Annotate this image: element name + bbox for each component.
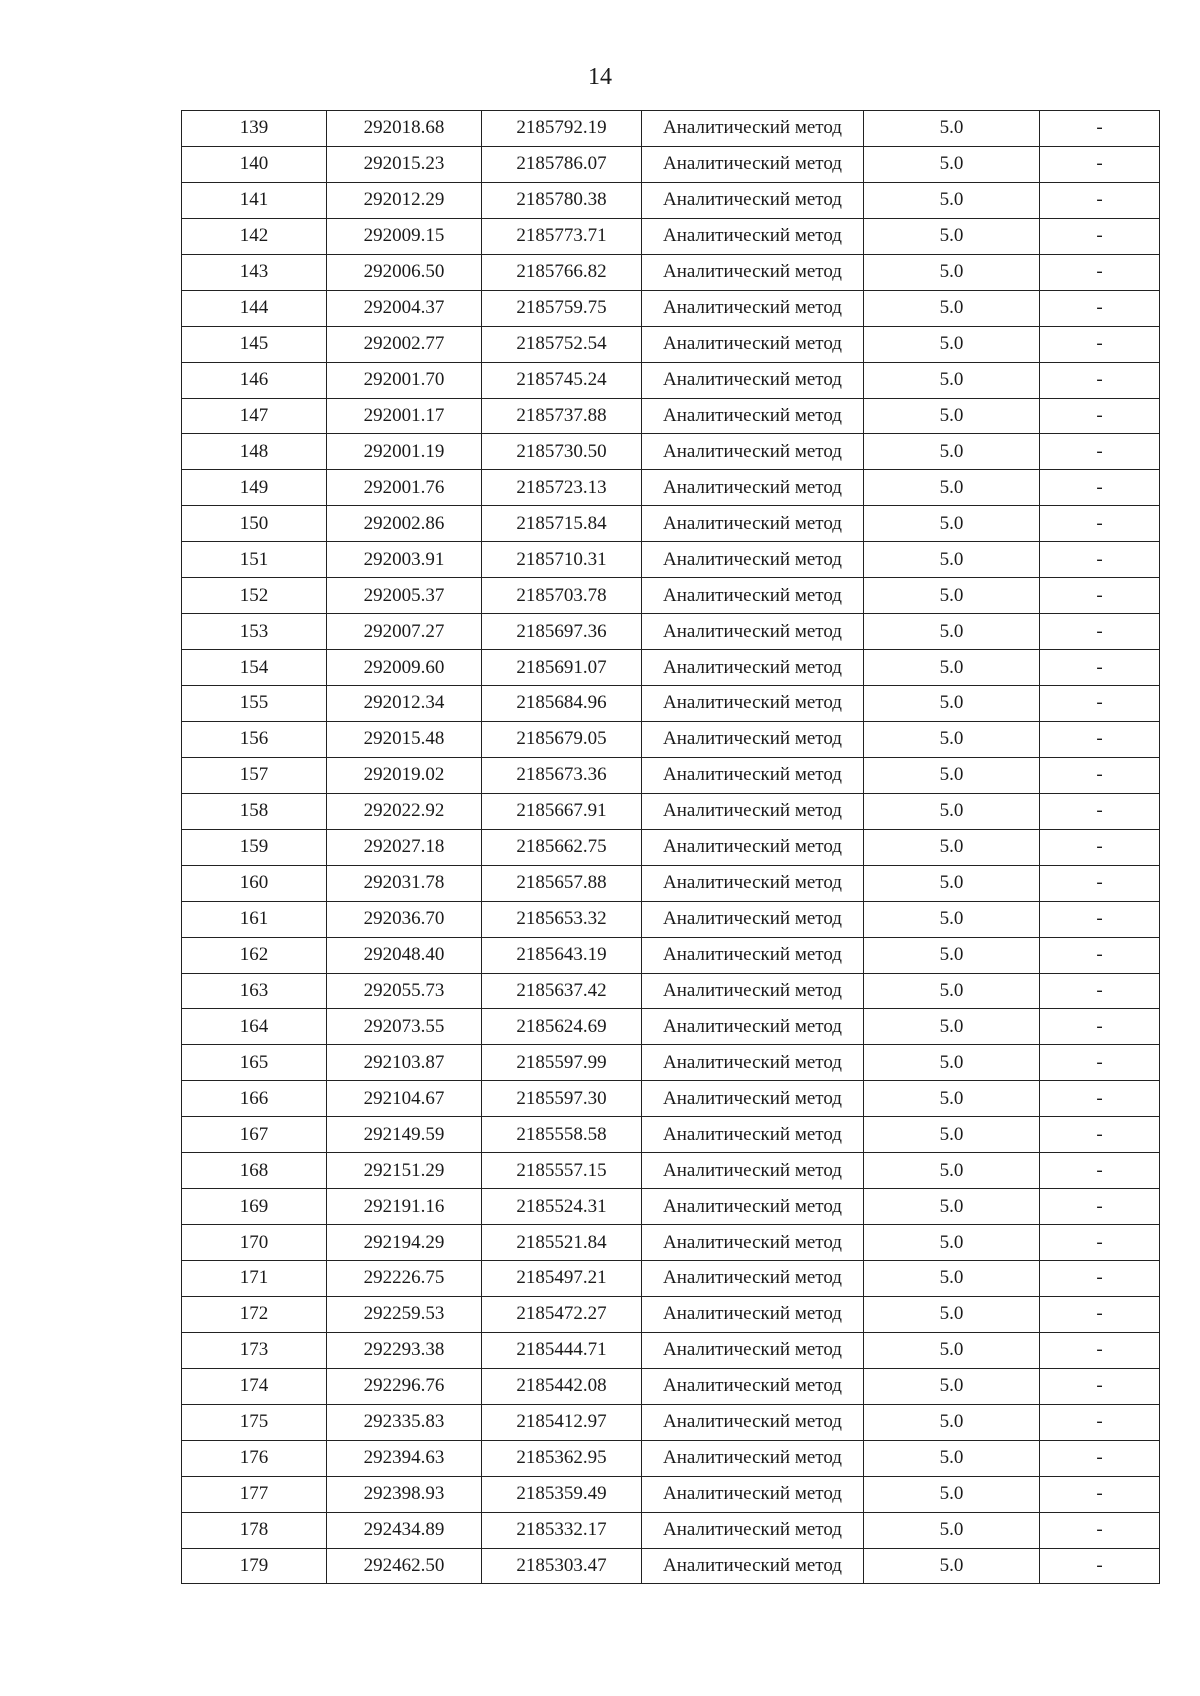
coordinates-table [181, 110, 1160, 1584]
accuracy-cell: 5.0 [864, 1512, 1040, 1548]
accuracy-cell: 5.0 [864, 865, 1040, 901]
accuracy-cell: 5.0 [864, 362, 1040, 398]
note-cell: - [1040, 542, 1160, 578]
table-row [182, 578, 1160, 614]
accuracy-cell: 5.0 [864, 146, 1040, 182]
y-coordinate-cell: 2185786.07 [482, 146, 642, 182]
x-coordinate-cell: 292151.29 [327, 1153, 482, 1189]
point-number-cell: 143 [182, 254, 327, 290]
accuracy-cell: 5.0 [864, 182, 1040, 218]
x-coordinate-cell: 292259.53 [327, 1296, 482, 1332]
method-cell: Аналитический метод [642, 470, 864, 506]
table-row [182, 111, 1160, 147]
note-cell: - [1040, 182, 1160, 218]
x-coordinate-cell: 292001.17 [327, 398, 482, 434]
note-cell: - [1040, 290, 1160, 326]
table-row [182, 1261, 1160, 1297]
table-row [182, 865, 1160, 901]
table-row [182, 1189, 1160, 1225]
table-row [182, 757, 1160, 793]
note-cell: - [1040, 901, 1160, 937]
method-cell: Аналитический метод [642, 218, 864, 254]
method-cell: Аналитический метод [642, 362, 864, 398]
point-number-cell: 168 [182, 1153, 327, 1189]
note-cell: - [1040, 829, 1160, 865]
accuracy-cell: 5.0 [864, 506, 1040, 542]
accuracy-cell: 5.0 [864, 218, 1040, 254]
table-row [182, 1440, 1160, 1476]
point-number-cell: 179 [182, 1548, 327, 1584]
method-cell: Аналитический метод [642, 1189, 864, 1225]
accuracy-cell: 5.0 [864, 1153, 1040, 1189]
accuracy-cell: 5.0 [864, 1548, 1040, 1584]
y-coordinate-cell: 2185657.88 [482, 865, 642, 901]
method-cell: Аналитический метод [642, 1476, 864, 1512]
method-cell: Аналитический метод [642, 1045, 864, 1081]
accuracy-cell: 5.0 [864, 1045, 1040, 1081]
x-coordinate-cell: 292103.87 [327, 1045, 482, 1081]
table-row [182, 1368, 1160, 1404]
table-row [182, 614, 1160, 650]
point-number-cell: 172 [182, 1296, 327, 1332]
point-number-cell: 174 [182, 1368, 327, 1404]
note-cell: - [1040, 721, 1160, 757]
accuracy-cell: 5.0 [864, 434, 1040, 470]
method-cell: Аналитический метод [642, 757, 864, 793]
x-coordinate-cell: 292462.50 [327, 1548, 482, 1584]
x-coordinate-cell: 292006.50 [327, 254, 482, 290]
x-coordinate-cell: 292005.37 [327, 578, 482, 614]
point-number-cell: 166 [182, 1081, 327, 1117]
method-cell: Аналитический метод [642, 614, 864, 650]
table-row [182, 1332, 1160, 1368]
y-coordinate-cell: 2185684.96 [482, 686, 642, 722]
method-cell: Аналитический метод [642, 398, 864, 434]
table-row [182, 506, 1160, 542]
y-coordinate-cell: 2185691.07 [482, 650, 642, 686]
table-row [182, 901, 1160, 937]
note-cell: - [1040, 1189, 1160, 1225]
point-number-cell: 173 [182, 1332, 327, 1368]
table-row [182, 1296, 1160, 1332]
point-number-cell: 146 [182, 362, 327, 398]
point-number-cell: 160 [182, 865, 327, 901]
x-coordinate-cell: 292149.59 [327, 1117, 482, 1153]
x-coordinate-cell: 292191.16 [327, 1189, 482, 1225]
x-coordinate-cell: 292031.78 [327, 865, 482, 901]
x-coordinate-cell: 292104.67 [327, 1081, 482, 1117]
point-number-cell: 144 [182, 290, 327, 326]
method-cell: Аналитический метод [642, 506, 864, 542]
method-cell: Аналитический метод [642, 1009, 864, 1045]
y-coordinate-cell: 2185679.05 [482, 721, 642, 757]
note-cell: - [1040, 1045, 1160, 1081]
note-cell: - [1040, 1296, 1160, 1332]
accuracy-cell: 5.0 [864, 1189, 1040, 1225]
method-cell: Аналитический метод [642, 973, 864, 1009]
x-coordinate-cell: 292226.75 [327, 1261, 482, 1297]
note-cell: - [1040, 398, 1160, 434]
accuracy-cell: 5.0 [864, 1296, 1040, 1332]
point-number-cell: 153 [182, 614, 327, 650]
table-row [182, 793, 1160, 829]
table-row [182, 218, 1160, 254]
method-cell: Аналитический метод [642, 686, 864, 722]
x-coordinate-cell: 292003.91 [327, 542, 482, 578]
table-row [182, 470, 1160, 506]
y-coordinate-cell: 2185521.84 [482, 1225, 642, 1261]
note-cell: - [1040, 111, 1160, 147]
accuracy-cell: 5.0 [864, 290, 1040, 326]
y-coordinate-cell: 2185412.97 [482, 1404, 642, 1440]
method-cell: Аналитический метод [642, 1261, 864, 1297]
point-number-cell: 157 [182, 757, 327, 793]
accuracy-cell: 5.0 [864, 1117, 1040, 1153]
accuracy-cell: 5.0 [864, 973, 1040, 1009]
note-cell: - [1040, 973, 1160, 1009]
accuracy-cell: 5.0 [864, 650, 1040, 686]
note-cell: - [1040, 326, 1160, 362]
table-row [182, 721, 1160, 757]
accuracy-cell: 5.0 [864, 686, 1040, 722]
table-row [182, 290, 1160, 326]
y-coordinate-cell: 2185444.71 [482, 1332, 642, 1368]
x-coordinate-cell: 292194.29 [327, 1225, 482, 1261]
x-coordinate-cell: 292022.92 [327, 793, 482, 829]
point-number-cell: 171 [182, 1261, 327, 1297]
point-number-cell: 170 [182, 1225, 327, 1261]
point-number-cell: 142 [182, 218, 327, 254]
table-row [182, 973, 1160, 1009]
x-coordinate-cell: 292296.76 [327, 1368, 482, 1404]
accuracy-cell: 5.0 [864, 1476, 1040, 1512]
x-coordinate-cell: 292001.19 [327, 434, 482, 470]
point-number-cell: 167 [182, 1117, 327, 1153]
note-cell: - [1040, 1512, 1160, 1548]
x-coordinate-cell: 292007.27 [327, 614, 482, 650]
table-row [182, 398, 1160, 434]
y-coordinate-cell: 2185472.27 [482, 1296, 642, 1332]
x-coordinate-cell: 292009.15 [327, 218, 482, 254]
table-row [182, 1045, 1160, 1081]
note-cell: - [1040, 362, 1160, 398]
table-row [182, 937, 1160, 973]
method-cell: Аналитический метод [642, 1512, 864, 1548]
table-row [182, 1081, 1160, 1117]
note-cell: - [1040, 506, 1160, 542]
table-row [182, 146, 1160, 182]
table-row [182, 1117, 1160, 1153]
note-cell: - [1040, 1404, 1160, 1440]
table-row [182, 1153, 1160, 1189]
note-cell: - [1040, 1440, 1160, 1476]
y-coordinate-cell: 2185745.24 [482, 362, 642, 398]
y-coordinate-cell: 2185773.71 [482, 218, 642, 254]
accuracy-cell: 5.0 [864, 793, 1040, 829]
y-coordinate-cell: 2185359.49 [482, 1476, 642, 1512]
method-cell: Аналитический метод [642, 1081, 864, 1117]
x-coordinate-cell: 292055.73 [327, 973, 482, 1009]
accuracy-cell: 5.0 [864, 326, 1040, 362]
y-coordinate-cell: 2185673.36 [482, 757, 642, 793]
x-coordinate-cell: 292012.29 [327, 182, 482, 218]
table-row [182, 650, 1160, 686]
point-number-cell: 145 [182, 326, 327, 362]
point-number-cell: 152 [182, 578, 327, 614]
y-coordinate-cell: 2185759.75 [482, 290, 642, 326]
accuracy-cell: 5.0 [864, 1368, 1040, 1404]
y-coordinate-cell: 2185697.36 [482, 614, 642, 650]
accuracy-cell: 5.0 [864, 1332, 1040, 1368]
table-row [182, 182, 1160, 218]
accuracy-cell: 5.0 [864, 111, 1040, 147]
accuracy-cell: 5.0 [864, 1261, 1040, 1297]
note-cell: - [1040, 1081, 1160, 1117]
point-number-cell: 158 [182, 793, 327, 829]
table-row [182, 1404, 1160, 1440]
method-cell: Аналитический метод [642, 1440, 864, 1476]
y-coordinate-cell: 2185737.88 [482, 398, 642, 434]
y-coordinate-cell: 2185715.84 [482, 506, 642, 542]
x-coordinate-cell: 292004.37 [327, 290, 482, 326]
y-coordinate-cell: 2185643.19 [482, 937, 642, 973]
y-coordinate-cell: 2185723.13 [482, 470, 642, 506]
y-coordinate-cell: 2185442.08 [482, 1368, 642, 1404]
y-coordinate-cell: 2185710.31 [482, 542, 642, 578]
y-coordinate-cell: 2185524.31 [482, 1189, 642, 1225]
y-coordinate-cell: 2185780.38 [482, 182, 642, 218]
method-cell: Аналитический метод [642, 1296, 864, 1332]
table-row [182, 1476, 1160, 1512]
y-coordinate-cell: 2185730.50 [482, 434, 642, 470]
y-coordinate-cell: 2185792.19 [482, 111, 642, 147]
accuracy-cell: 5.0 [864, 470, 1040, 506]
method-cell: Аналитический метод [642, 865, 864, 901]
table-row [182, 434, 1160, 470]
note-cell: - [1040, 1368, 1160, 1404]
table-row [182, 542, 1160, 578]
x-coordinate-cell: 292293.38 [327, 1332, 482, 1368]
x-coordinate-cell: 292015.48 [327, 721, 482, 757]
note-cell: - [1040, 614, 1160, 650]
method-cell: Аналитический метод [642, 721, 864, 757]
method-cell: Аналитический метод [642, 434, 864, 470]
point-number-cell: 163 [182, 973, 327, 1009]
point-number-cell: 150 [182, 506, 327, 542]
accuracy-cell: 5.0 [864, 542, 1040, 578]
point-number-cell: 176 [182, 1440, 327, 1476]
x-coordinate-cell: 292015.23 [327, 146, 482, 182]
x-coordinate-cell: 292036.70 [327, 901, 482, 937]
x-coordinate-cell: 292002.77 [327, 326, 482, 362]
y-coordinate-cell: 2185557.15 [482, 1153, 642, 1189]
note-cell: - [1040, 650, 1160, 686]
method-cell: Аналитический метод [642, 1153, 864, 1189]
x-coordinate-cell: 292048.40 [327, 937, 482, 973]
method-cell: Аналитический метод [642, 1548, 864, 1584]
note-cell: - [1040, 937, 1160, 973]
note-cell: - [1040, 254, 1160, 290]
point-number-cell: 140 [182, 146, 327, 182]
method-cell: Аналитический метод [642, 254, 864, 290]
accuracy-cell: 5.0 [864, 614, 1040, 650]
x-coordinate-cell: 292018.68 [327, 111, 482, 147]
accuracy-cell: 5.0 [864, 398, 1040, 434]
x-coordinate-cell: 292073.55 [327, 1009, 482, 1045]
x-coordinate-cell: 292019.02 [327, 757, 482, 793]
point-number-cell: 162 [182, 937, 327, 973]
x-coordinate-cell: 292027.18 [327, 829, 482, 865]
table-row [182, 1512, 1160, 1548]
method-cell: Аналитический метод [642, 829, 864, 865]
table-row [182, 1009, 1160, 1045]
y-coordinate-cell: 2185653.32 [482, 901, 642, 937]
method-cell: Аналитический метод [642, 901, 864, 937]
x-coordinate-cell: 292001.70 [327, 362, 482, 398]
method-cell: Аналитический метод [642, 290, 864, 326]
method-cell: Аналитический метод [642, 650, 864, 686]
accuracy-cell: 5.0 [864, 757, 1040, 793]
y-coordinate-cell: 2185497.21 [482, 1261, 642, 1297]
y-coordinate-cell: 2185624.69 [482, 1009, 642, 1045]
point-number-cell: 151 [182, 542, 327, 578]
note-cell: - [1040, 1261, 1160, 1297]
note-cell: - [1040, 1332, 1160, 1368]
point-number-cell: 141 [182, 182, 327, 218]
y-coordinate-cell: 2185597.30 [482, 1081, 642, 1117]
y-coordinate-cell: 2185558.58 [482, 1117, 642, 1153]
method-cell: Аналитический метод [642, 182, 864, 218]
method-cell: Аналитический метод [642, 1404, 864, 1440]
point-number-cell: 139 [182, 111, 327, 147]
method-cell: Аналитический метод [642, 578, 864, 614]
accuracy-cell: 5.0 [864, 254, 1040, 290]
note-cell: - [1040, 218, 1160, 254]
accuracy-cell: 5.0 [864, 578, 1040, 614]
point-number-cell: 164 [182, 1009, 327, 1045]
note-cell: - [1040, 686, 1160, 722]
x-coordinate-cell: 292012.34 [327, 686, 482, 722]
y-coordinate-cell: 2185662.75 [482, 829, 642, 865]
method-cell: Аналитический метод [642, 1332, 864, 1368]
point-number-cell: 147 [182, 398, 327, 434]
note-cell: - [1040, 1548, 1160, 1584]
note-cell: - [1040, 865, 1160, 901]
point-number-cell: 154 [182, 650, 327, 686]
method-cell: Аналитический метод [642, 1368, 864, 1404]
method-cell: Аналитический метод [642, 542, 864, 578]
y-coordinate-cell: 2185703.78 [482, 578, 642, 614]
note-cell: - [1040, 793, 1160, 829]
method-cell: Аналитический метод [642, 793, 864, 829]
coordinates-table-body [182, 111, 1160, 1584]
note-cell: - [1040, 1117, 1160, 1153]
point-number-cell: 161 [182, 901, 327, 937]
y-coordinate-cell: 2185752.54 [482, 326, 642, 362]
table-row [182, 254, 1160, 290]
accuracy-cell: 5.0 [864, 1225, 1040, 1261]
note-cell: - [1040, 1225, 1160, 1261]
accuracy-cell: 5.0 [864, 829, 1040, 865]
note-cell: - [1040, 578, 1160, 614]
method-cell: Аналитический метод [642, 146, 864, 182]
x-coordinate-cell: 292009.60 [327, 650, 482, 686]
method-cell: Аналитический метод [642, 1117, 864, 1153]
point-number-cell: 165 [182, 1045, 327, 1081]
table-row [182, 829, 1160, 865]
page-number: 14 [588, 64, 612, 90]
table-row [182, 362, 1160, 398]
accuracy-cell: 5.0 [864, 1404, 1040, 1440]
point-number-cell: 175 [182, 1404, 327, 1440]
x-coordinate-cell: 292398.93 [327, 1476, 482, 1512]
point-number-cell: 148 [182, 434, 327, 470]
method-cell: Аналитический метод [642, 1225, 864, 1261]
table-row [182, 1225, 1160, 1261]
accuracy-cell: 5.0 [864, 1440, 1040, 1476]
table-row [182, 1548, 1160, 1584]
note-cell: - [1040, 470, 1160, 506]
point-number-cell: 178 [182, 1512, 327, 1548]
note-cell: - [1040, 1153, 1160, 1189]
point-number-cell: 149 [182, 470, 327, 506]
y-coordinate-cell: 2185303.47 [482, 1548, 642, 1584]
point-number-cell: 177 [182, 1476, 327, 1512]
y-coordinate-cell: 2185637.42 [482, 973, 642, 1009]
note-cell: - [1040, 1476, 1160, 1512]
accuracy-cell: 5.0 [864, 937, 1040, 973]
y-coordinate-cell: 2185597.99 [482, 1045, 642, 1081]
point-number-cell: 156 [182, 721, 327, 757]
method-cell: Аналитический метод [642, 111, 864, 147]
point-number-cell: 159 [182, 829, 327, 865]
x-coordinate-cell: 292001.76 [327, 470, 482, 506]
x-coordinate-cell: 292434.89 [327, 1512, 482, 1548]
y-coordinate-cell: 2185667.91 [482, 793, 642, 829]
note-cell: - [1040, 1009, 1160, 1045]
x-coordinate-cell: 292394.63 [327, 1440, 482, 1476]
accuracy-cell: 5.0 [864, 721, 1040, 757]
note-cell: - [1040, 757, 1160, 793]
y-coordinate-cell: 2185766.82 [482, 254, 642, 290]
x-coordinate-cell: 292335.83 [327, 1404, 482, 1440]
point-number-cell: 169 [182, 1189, 327, 1225]
method-cell: Аналитический метод [642, 326, 864, 362]
point-number-cell: 155 [182, 686, 327, 722]
table-row [182, 686, 1160, 722]
note-cell: - [1040, 146, 1160, 182]
table-row [182, 326, 1160, 362]
note-cell: - [1040, 434, 1160, 470]
y-coordinate-cell: 2185362.95 [482, 1440, 642, 1476]
accuracy-cell: 5.0 [864, 1081, 1040, 1117]
accuracy-cell: 5.0 [864, 1009, 1040, 1045]
accuracy-cell: 5.0 [864, 901, 1040, 937]
method-cell: Аналитический метод [642, 937, 864, 973]
y-coordinate-cell: 2185332.17 [482, 1512, 642, 1548]
x-coordinate-cell: 292002.86 [327, 506, 482, 542]
